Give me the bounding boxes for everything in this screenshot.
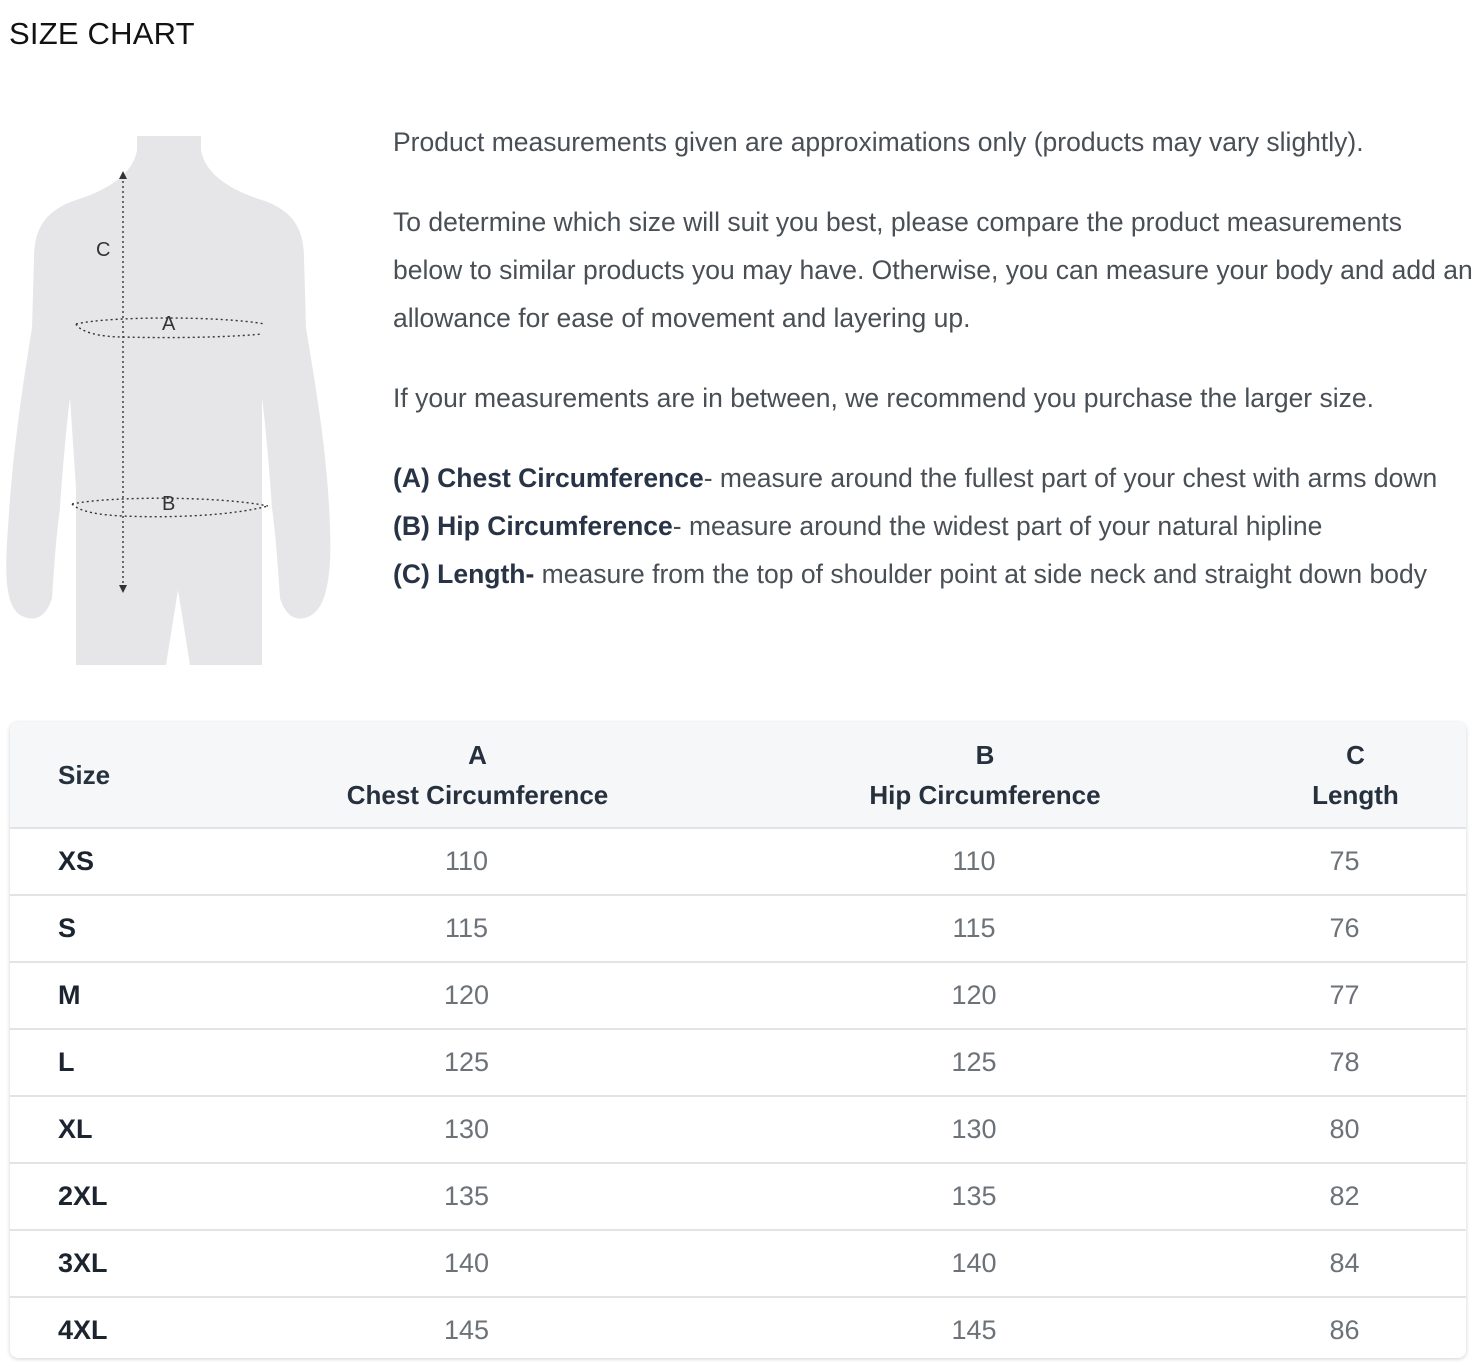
header-hip xyxy=(725,722,1245,828)
table-row xyxy=(10,962,1466,1029)
size-cell: 3XL xyxy=(10,1230,230,1297)
label-c: C xyxy=(96,239,111,261)
description-compare: To determine which size will suit you best, please compare the product measurements below to similar products you may have. Otherwise, you can measure your body and add an allowance for ease of movement and layering up. xyxy=(393,207,1473,333)
table-row xyxy=(10,1163,1466,1230)
header-hip-name: Hip Circumference xyxy=(869,779,1101,810)
size-table-card xyxy=(10,722,1466,1358)
hip-cell: 140 xyxy=(725,1230,1245,1297)
size-cell: XL xyxy=(10,1096,230,1163)
size-cell: XS xyxy=(10,828,230,895)
size-table xyxy=(10,722,1466,1358)
header-chest-name: Chest Circumference xyxy=(346,779,609,810)
hip-cell: 130 xyxy=(725,1096,1245,1163)
page-title: SIZE CHART xyxy=(9,16,195,51)
label-b: B xyxy=(162,493,176,515)
length-cell: 80 xyxy=(1245,1096,1466,1163)
size-cell: L xyxy=(10,1029,230,1096)
size-cell: 2XL xyxy=(10,1163,230,1230)
table-row xyxy=(10,1096,1466,1163)
size-cell: S xyxy=(10,895,230,962)
description-in-between: If your measurements are in between, we recommend you purchase the larger size. xyxy=(393,383,1374,413)
table-row xyxy=(10,895,1466,962)
hip-cell: 135 xyxy=(725,1163,1245,1230)
header-hip-letter: B xyxy=(975,739,995,770)
hip-cell: 110 xyxy=(725,828,1245,895)
chest-cell: 135 xyxy=(230,1163,725,1230)
definition-text: measure from the top of shoulder point at side neck and straight down body xyxy=(534,559,1427,589)
chest-cell: 110 xyxy=(230,828,725,895)
length-cell: 76 xyxy=(1245,895,1466,962)
description xyxy=(393,118,1473,598)
definition-term: (A) Chest Circumference xyxy=(393,463,704,493)
length-cell: 84 xyxy=(1245,1230,1466,1297)
chest-cell: 140 xyxy=(230,1230,725,1297)
definition-term: (C) Length- xyxy=(393,559,535,589)
length-cell: 86 xyxy=(1245,1297,1466,1358)
definition-chest xyxy=(393,454,1473,502)
table-row xyxy=(10,828,1466,895)
definition-text: - measure around the fullest part of your chest with arms down xyxy=(703,463,1438,493)
header-size: Size xyxy=(58,759,111,790)
hip-cell: 145 xyxy=(725,1297,1245,1358)
size-cell: 4XL xyxy=(10,1297,230,1358)
hip-cell: 115 xyxy=(725,895,1245,962)
table-row xyxy=(10,1297,1466,1358)
chest-cell: 130 xyxy=(230,1096,725,1163)
torso-silhouette xyxy=(6,136,330,665)
table-row xyxy=(10,1029,1466,1096)
chest-cell: 145 xyxy=(230,1297,725,1358)
hip-cell: 120 xyxy=(725,962,1245,1029)
chest-cell: 120 xyxy=(230,962,725,1029)
length-cell: 77 xyxy=(1245,962,1466,1029)
length-cell: 78 xyxy=(1245,1029,1466,1096)
description-approximation: Product measurements given are approximations only (products may vary slightly). xyxy=(393,127,1364,157)
header-length xyxy=(1245,722,1466,828)
definition-length xyxy=(393,550,1473,598)
length-cell: 82 xyxy=(1245,1163,1466,1230)
definition-text: - measure around the widest part of your natural hipline xyxy=(672,511,1323,541)
table-row xyxy=(10,1230,1466,1297)
body-measurement-figure xyxy=(0,128,340,673)
length-cell: 75 xyxy=(1245,828,1466,895)
chest-cell: 115 xyxy=(230,895,725,962)
header-length-letter: C xyxy=(1346,739,1365,770)
table-header-row xyxy=(10,722,1466,828)
header-chest xyxy=(230,722,725,828)
definition-term: (B) Hip Circumference xyxy=(393,511,673,541)
hip-cell: 125 xyxy=(725,1029,1245,1096)
size-cell: M xyxy=(10,962,230,1029)
header-length-name: Length xyxy=(1312,779,1399,810)
chest-cell: 125 xyxy=(230,1029,725,1096)
definition-hip xyxy=(393,502,1473,550)
label-a: A xyxy=(162,313,176,335)
header-chest-letter: A xyxy=(468,739,487,770)
